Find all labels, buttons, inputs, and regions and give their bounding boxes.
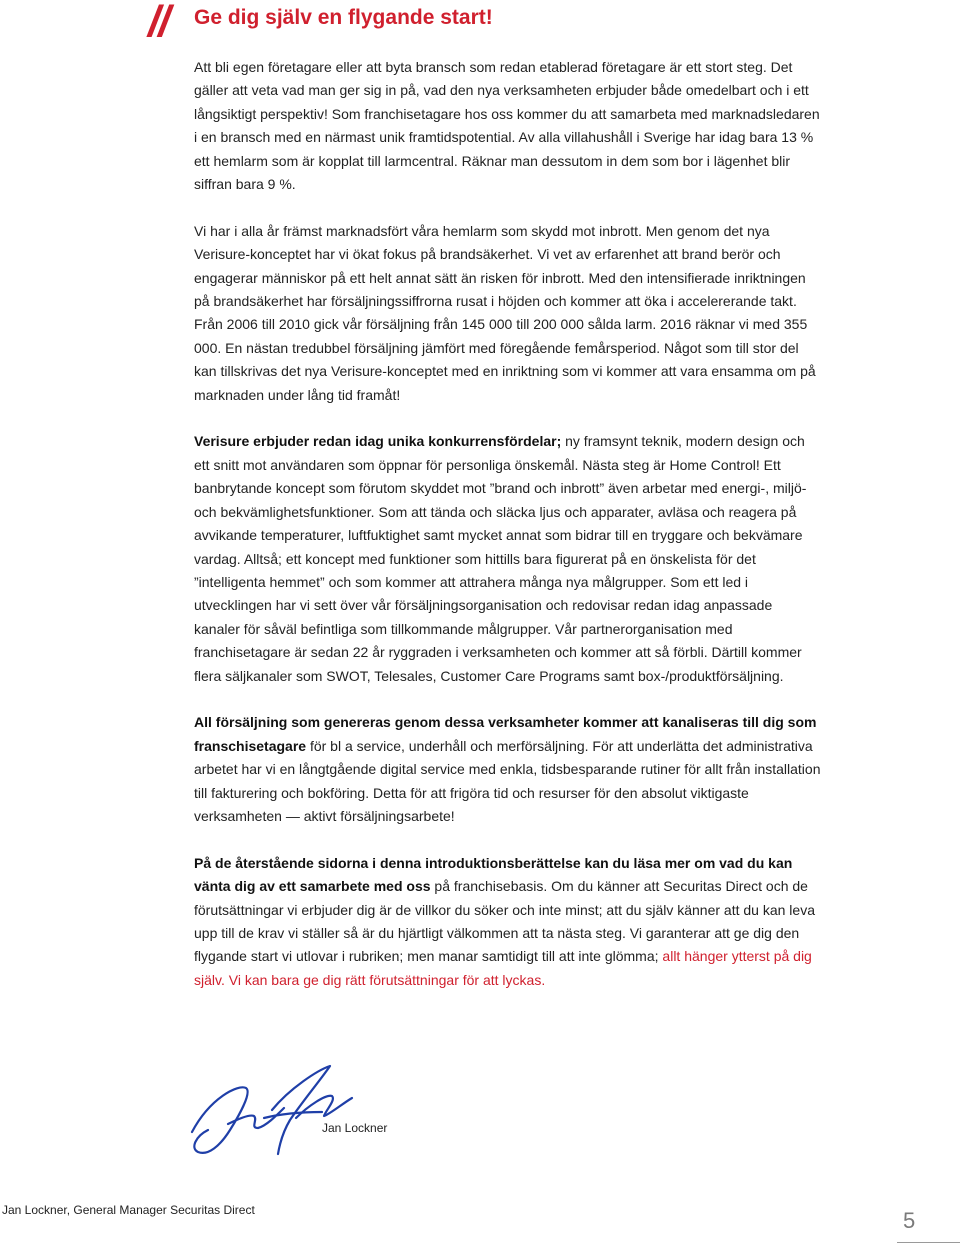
page-number: 5 <box>903 1208 916 1233</box>
quote-mark-icon: // <box>148 0 169 46</box>
paragraph-lead-bold: All försäljning som genereras genom dessa verksamheter kommer att kanaliseras till dig som franschisetagare <box>194 714 817 754</box>
paragraph-lead-bold: Verisure erbjuder redan idag unika konkurrensfördelar; <box>194 433 562 450</box>
paragraph-text: för bl a service, underhåll och merförsäljning. För att underlätta det administrativa arbetet har vi en långtgående digital service med enkla, tidsbesparande rutiner för allt från installation till fakturering och bokföring. Detta för att frigöra tid och resurser för den absolut viktigaste verksamheten — aktivt försäljningsarbete! <box>194 737 821 824</box>
paragraph-verisure-concept: Vi har i alla år främst marknadsfört våra hemlarm som skydd mot inbrott. Men genom det nya Verisure-konceptet har vi ökat fokus på brandsäkerhet. Vi vet av erfarenhet att brand berör och engagerar människor på ett helt annat sätt än risken för inbrott. Med den intensifierade inriktningen på brandsäkerhet har försäljningssiffrorna rusat i höjden och kommer att öka i accelererande takt. Från 2006 till 2010 gick vår försäljning från 145 000 till 200 000 sålda larm. 2016 räknar vi med 355 000. En nästan tredubbel försäljning jämfört med föregående femårsperiod. Något som till stor del kan tillskrivas det nya Verisure-konceptet med en inriktning som vi kommer att vara ensamma om på marknaden under lång tid framåt! <box>194 222 816 403</box>
paragraph-sales-channels <box>194 711 822 828</box>
paragraph-lead-bold: På de återstående sidorna i denna introduktionsberättelse kan du läsa mer om vad du kan vänta dig av ett samarbete med oss <box>194 854 793 895</box>
paragraph-highlight-red: allt hänger ytterst på dig själv. Vi kan bara ge dig rätt förutsättningar för att lyckas. <box>194 948 812 988</box>
paragraph-text: på franchisebasis. Om du känner att Securitas Direct och de förutsättningar vi erbjuder dig är de villkor du söker och inte minst; att du själv känner att du kan leva upp till de krav vi ställer så är du hjärtligt välkommen att ta nästa steg. Vi garanterar att ge dig den flygande start vi utlovar i rubriken; men manar samtidigt till att inte glömma; <box>194 878 815 965</box>
footer-author: Jan Lockner, General Manager Securitas Direct <box>2 1203 255 1217</box>
page-number-rule <box>897 1242 960 1243</box>
signature-name: Jan Lockner <box>322 1121 388 1135</box>
signature-image <box>180 1058 360 1160</box>
paragraph-competitive-advantages <box>194 430 822 687</box>
page-title: Ge dig själv en flygande start! <box>194 6 493 29</box>
article-body <box>194 56 822 1016</box>
paragraph-intro: Att bli egen företagare eller att byta bransch som redan etablerad företagare är ett stort steg. Det gäller att veta vad man ger sig in på, vad den nya verksamheten erbjuder både omedelbart och i ett långsiktigt perspektiv! Som franchisetagare hos oss kommer du att samarbeta med marknadsledaren i en bransch med en närmast unik framtidspotential. Av alla villahushåll i Sverige har idag bara 13 % ett hemlarm som är kopplat till larmcentral. Räknar man dessutom in dem som bor i lägenhet blir siffran bara 9 %. <box>194 59 820 193</box>
paragraph-text: ny framsynt teknik, modern design och ett snitt mot användaren som öppnar för personliga önskemål. Nästa steg är Home Control! Ett banbrytande koncept som förutom skyddet mot ”brand och inbrott” även arbetar med energi-, miljö- och bekvämlighetsfunktioner. Som att tända och släcka ljus och apparater, avläsa och reagera på avvikande temperaturer, luftfuktighet samt mycket annat som bidrar till en tryggare och bekvämare vardag. Alltså; ett koncept med funktioner som hittills bara figurerat på en önskelista för det ”intelligenta hemmet” och som kommer att attrahera många nya målgrupper. Som ett led i utvecklingen har vi sett över vår försäljningsorganisation och redovisar redan idag anpassade kanaler för såväl befintliga som tillkommande målgrupper. Vår partnerorganisation med franchisetagare är sedan 22 år ryggraden i verksamheten och kommer att så förbli. Därtill kommer flera säljkanaler som SWOT, Telesales, Customer Care Programs samt box-/produktförsäljning. <box>194 433 807 684</box>
paragraph-closing <box>194 852 822 992</box>
